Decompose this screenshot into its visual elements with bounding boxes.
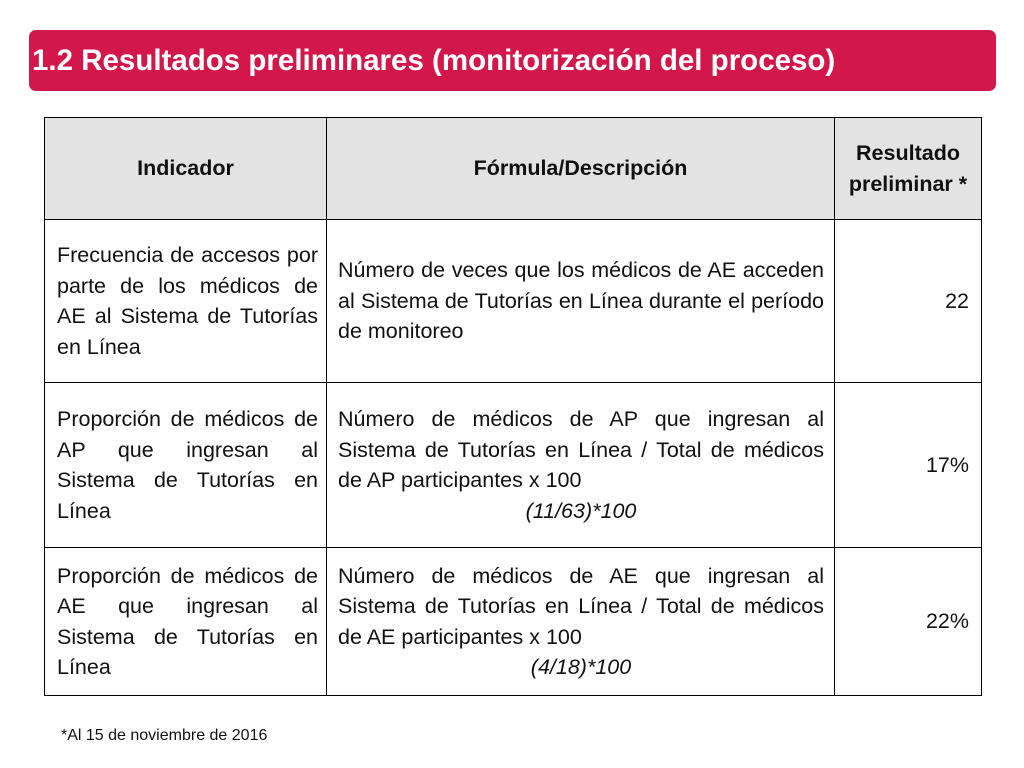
slide-title: 1.2 Resultados preliminares (monitorización del proceso) [32,44,836,77]
result-cell: 17% [835,383,982,548]
table-row [45,548,982,696]
result-cell: 22% [835,548,982,696]
formula-cell [327,383,835,548]
table-header-row [45,118,982,220]
result-cell: 22 [835,220,982,383]
formula-cell [327,220,835,383]
formula-text: Número de médicos de AE que ingresan al Sistema de Tutorías en Línea / Total de médicos de AE participantes x 100 [338,563,824,649]
indicator-cell: Proporción de médicos de AP que ingresan al Sistema de Tutorías en Línea [45,383,327,548]
indicators-table [44,117,982,696]
header-formula: Fórmula/Descripción [327,118,835,220]
formula-text: Número de médicos de AP que ingresan al Sistema de Tutorías en Línea / Total de médicos de AP participantes x 100 [338,407,824,492]
calculation-text: (11/63)*100 [525,498,637,523]
indicator-cell: Proporción de médicos de AE que ingresan al Sistema de Tutorías en Línea [45,548,327,696]
table-row [45,383,982,548]
header-result: Resultado preliminar * [835,118,982,220]
indicator-cell: Frecuencia de accesos por parte de los médicos de AE al Sistema de Tutorías en Línea [45,220,327,383]
footnote: *Al 15 de noviembre de 2016 [61,727,268,744]
calculation-text: (4/18)*100 [530,655,632,679]
formula-cell [327,548,835,696]
title-bar [29,30,996,91]
formula-text: Número de veces que los médicos de AE acceden al Sistema de Tutorías en Línea durante el período de monitoreo [338,258,824,344]
table-row [45,220,982,383]
header-indicator: Indicador [45,118,327,220]
